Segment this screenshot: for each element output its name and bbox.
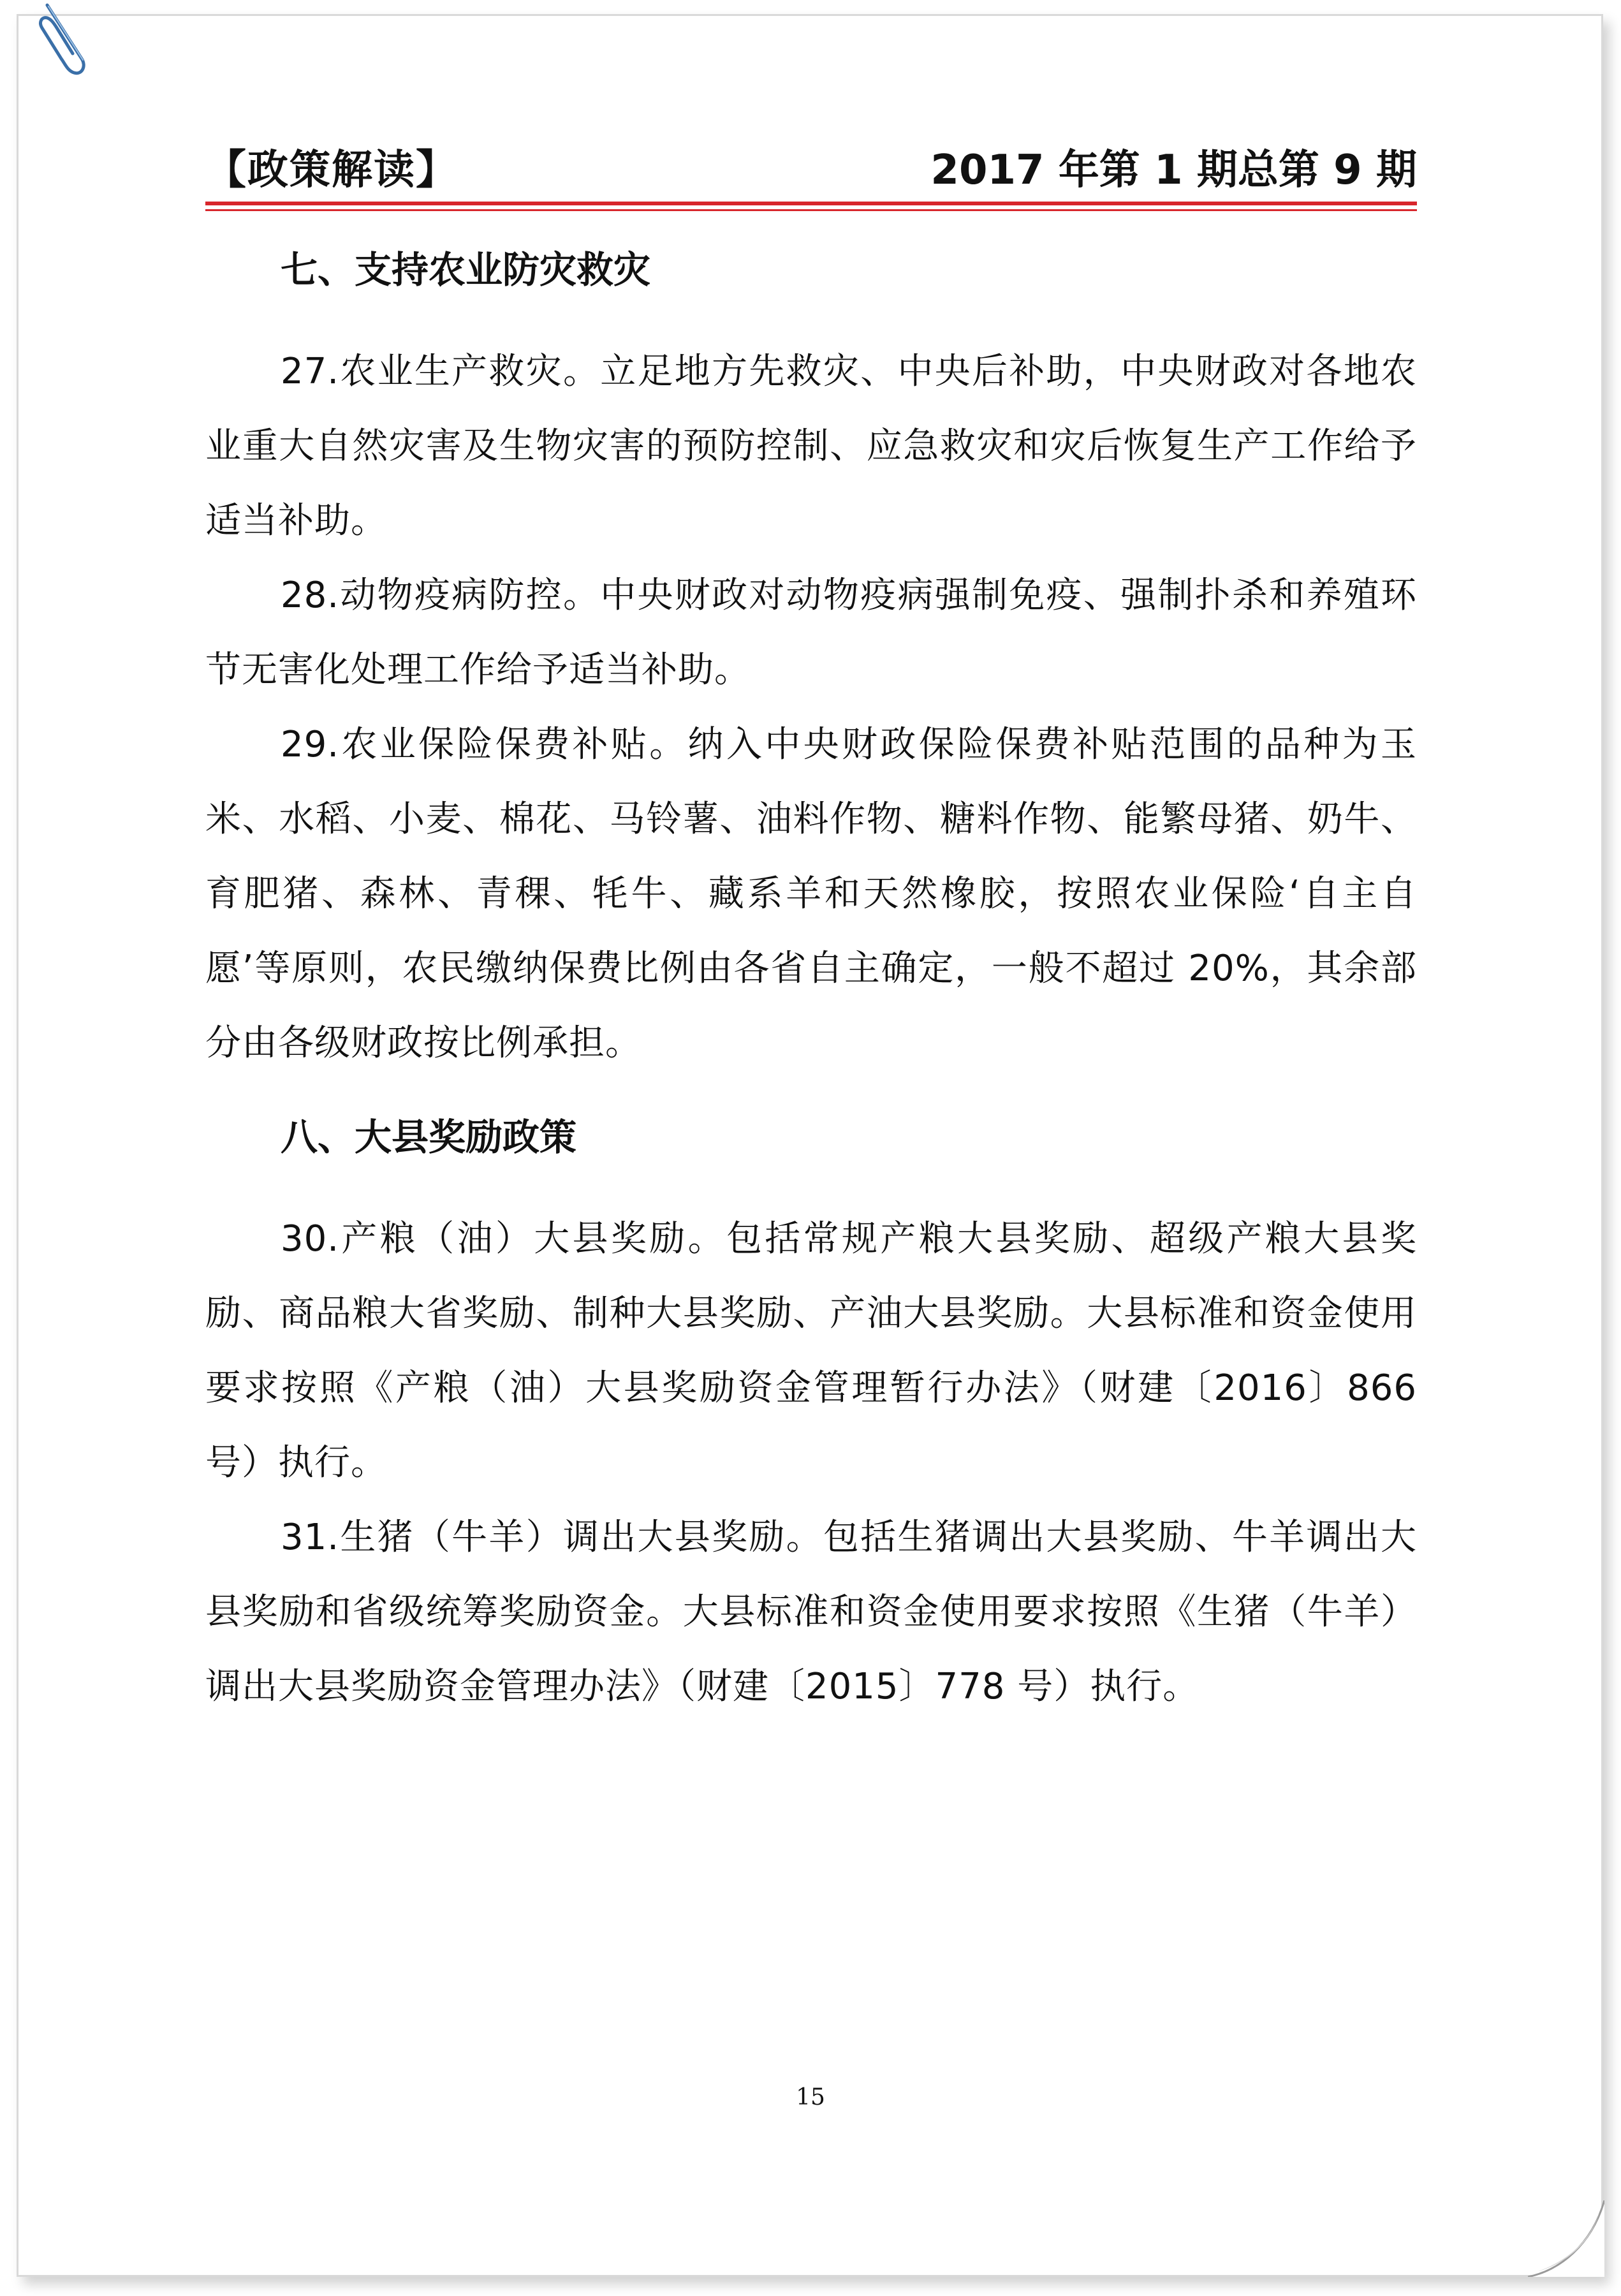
section-title: 八、大县奖励政策 [281,1115,577,1159]
paperclip-icon [33,0,91,83]
paragraph: 31.生猪（牛羊）调出大县奖励。包括生猪调出大县奖励、牛羊调出大县奖励和省级统筹奖励资金。大县标准和资金使用要求按照《生猪（牛羊）调出大县奖励资金管理办法》（财建〔2015〕778 号）执行。 [205,1517,1417,1707]
document-body [205,241,1417,1724]
header-issue-label: 2017 年第 1 期总第 9 期 [930,147,1417,194]
section-title: 七、支持农业防灾救灾 [281,248,651,291]
page-header [205,142,1417,199]
header-section-label: 【政策解读】 [205,147,458,194]
page-number: 15 [796,2084,825,2110]
page-curl-icon [1528,2200,1604,2277]
header-rule-thick [205,202,1417,205]
paragraph: 29.农业保险保费补贴。纳入中央财政保险保费补贴范围的品种为玉米、水稻、小麦、棉花、马铃薯、油料作物、糖料作物、能繁母猪、奶牛、育肥猪、森林、青稞、牦牛、藏系羊和天然橡胶，按照农业保险‘自主自愿’等原则，农民缴纳保费比例由各省自主确定，一般不超过 20%，其余部分由各级财政按比例承担。 [205,724,1417,1064]
paragraph: 27.农业生产救灾。立足地方先救灾、中央后补助，中央财政对各地农业重大自然灾害及生物灾害的预防控制、应急救灾和灾后恢复生产工作给予适当补助。 [205,351,1417,541]
header-rule-thin [205,209,1417,211]
paragraph: 30.产粮（油）大县奖励。包括常规产粮大县奖励、超级产粮大县奖励、商品粮大省奖励、制种大县奖励、产油大县奖励。大县标准和资金使用要求按照《产粮（油）大县奖励资金管理暂行办法》（财建〔2016〕866 号）执行。 [205,1218,1417,1483]
paragraph: 28.动物疫病防控。中央财政对动物疫病强制免疫、强制扑杀和养殖环节无害化处理工作给予适当补助。 [205,575,1417,691]
